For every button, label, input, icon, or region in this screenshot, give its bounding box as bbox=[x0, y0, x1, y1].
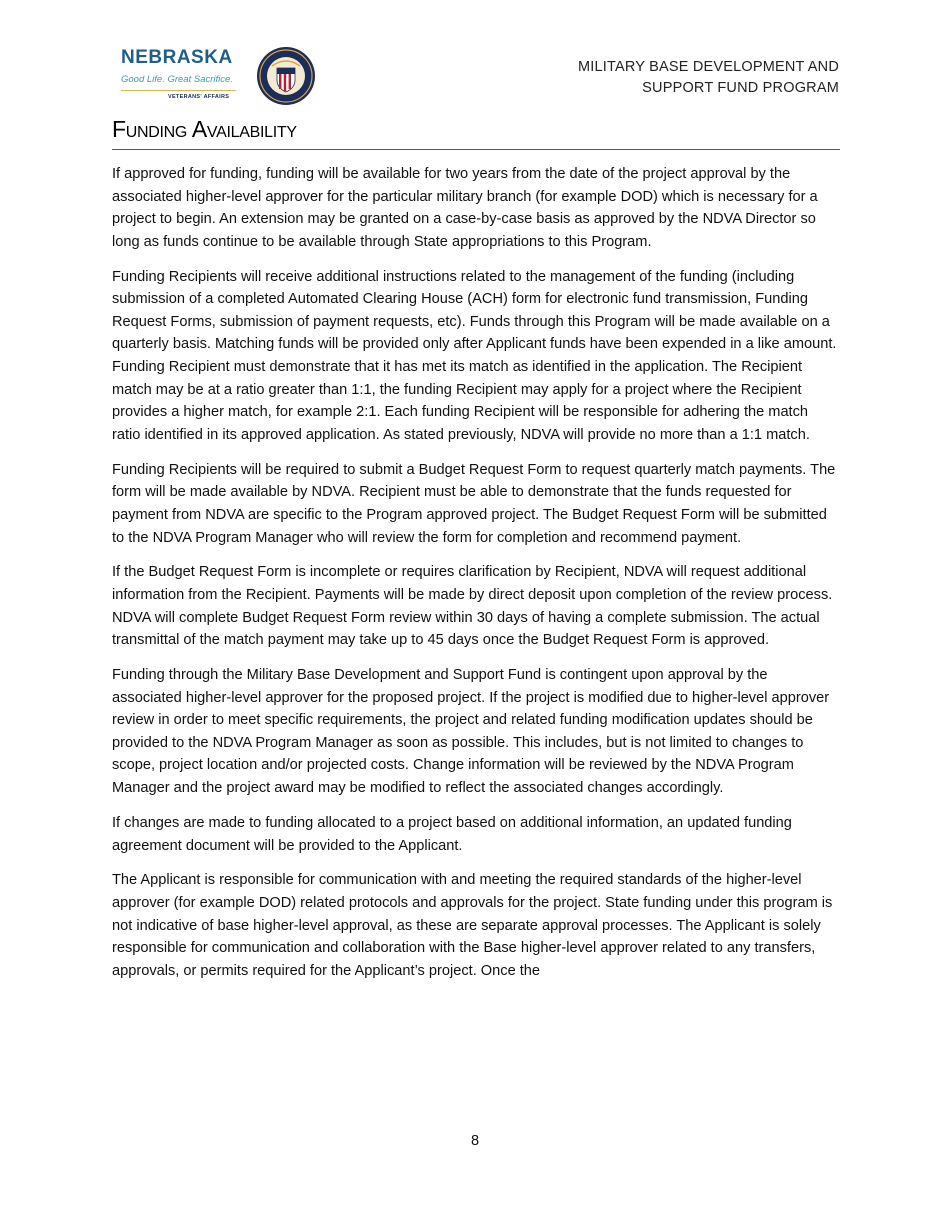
program-title-line1: MILITARY BASE DEVELOPMENT AND bbox=[578, 59, 839, 75]
program-title bbox=[439, 57, 839, 99]
logo-agency: VETERANS' AFFAIRS bbox=[168, 94, 230, 100]
paragraph: Funding Recipients will receive additional instructions related to the management of the funding (including submission of a completed Automated Clearing House (ACH) form for electronic fund transmission, Funding Request Forms, submission of payment requests, etc). Funds through this Program will be made available on a quarterly basis. Matching funds will be provided only after Applicant funds have been expended in a like amount. Funding Recipient must demonstrate that it has met its match as identified in the application. The Recipient match may be at a ratio greater than 1:1, the funding Recipient may apply for a project where the Recipient provides a higher match, for example 2:1. Each funding Recipient will be responsible for adhering the match ratio identified in its approved application. As stated previously, NDVA will provide no more than a 1:1 match. bbox=[112, 268, 837, 443]
paragraph: Funding through the Military Base Development and Support Fund is contingent upon approval by the associated higher-level approver for the proposed project. If the project is modified due to higher-level approver review in order to meet specific requirements, the project and related funding modification updates should be provided to the NDVA Program Manager as soon as possible. This includes, but is not limited to changes to scope, project location and/or projected costs. Change information will be reviewed by the NDVA Program Manager and the project award may be modified to reflect the associated changes accordingly. bbox=[112, 667, 830, 797]
paragraph: The Applicant is responsible for communication with and meeting the required standards of the higher-level approver (for example DOD) related protocols and approvals for the project. State funding under this program is not indicative of base higher-level approval, as these are separate approval processes. The Applicant is solely responsible for communication and collaboration with the Base higher-level approver related to any transfers, approvals, or permits required for the Applicant’s project. Once the bbox=[112, 872, 833, 979]
nebraska-wordmark: NEBRASKA bbox=[121, 47, 233, 68]
paragraph: If the Budget Request Form is incomplete or requires clarification by Recipient, NDVA will request additional information from the Recipient. Payments will be made by direct deposit upon completion of the review process. NDVA will complete Budget Request Form review within 30 days of having a complete submission. The actual transmittal of the match payment may take up to 45 days once the Budget Request Form is approved. bbox=[112, 564, 833, 649]
section-divider bbox=[112, 149, 840, 150]
body-text bbox=[112, 163, 840, 995]
page-number: 8 bbox=[470, 1133, 480, 1149]
state-veterans-seal-icon bbox=[256, 46, 316, 106]
logo-tagline: Good Life. Great Sacrifice. bbox=[121, 74, 233, 85]
paragraph: If changes are made to funding allocated to a project based on additional information, an updated funding agreement document will be provided to the Applicant. bbox=[112, 814, 792, 854]
logo-divider bbox=[121, 90, 236, 91]
header-logo bbox=[118, 44, 318, 108]
section-title: Funding Availability bbox=[112, 116, 297, 142]
paragraph: Funding Recipients will be required to submit a Budget Request Form to request quarterly match payments. The form will be made available by NDVA. Recipient must be able to demonstrate that the funds requested for payment from NDVA are specific to the Program approved project. The Budget Request Form will be submitted to the NDVA Program Manager who will review the form for completion and recommend payment. bbox=[112, 461, 836, 546]
paragraph: If approved for funding, funding will be available for two years from the date of the project approval by the associated higher-level approver for the particular military branch (for example DOD) which is necessary for a project to begin. An extension may be granted on a case-by-case basis as approved by the NDVA Director so long as funds continue to be available through State appropriations to this Program. bbox=[112, 166, 818, 250]
program-title-line2: SUPPORT FUND PROGRAM bbox=[642, 80, 839, 96]
